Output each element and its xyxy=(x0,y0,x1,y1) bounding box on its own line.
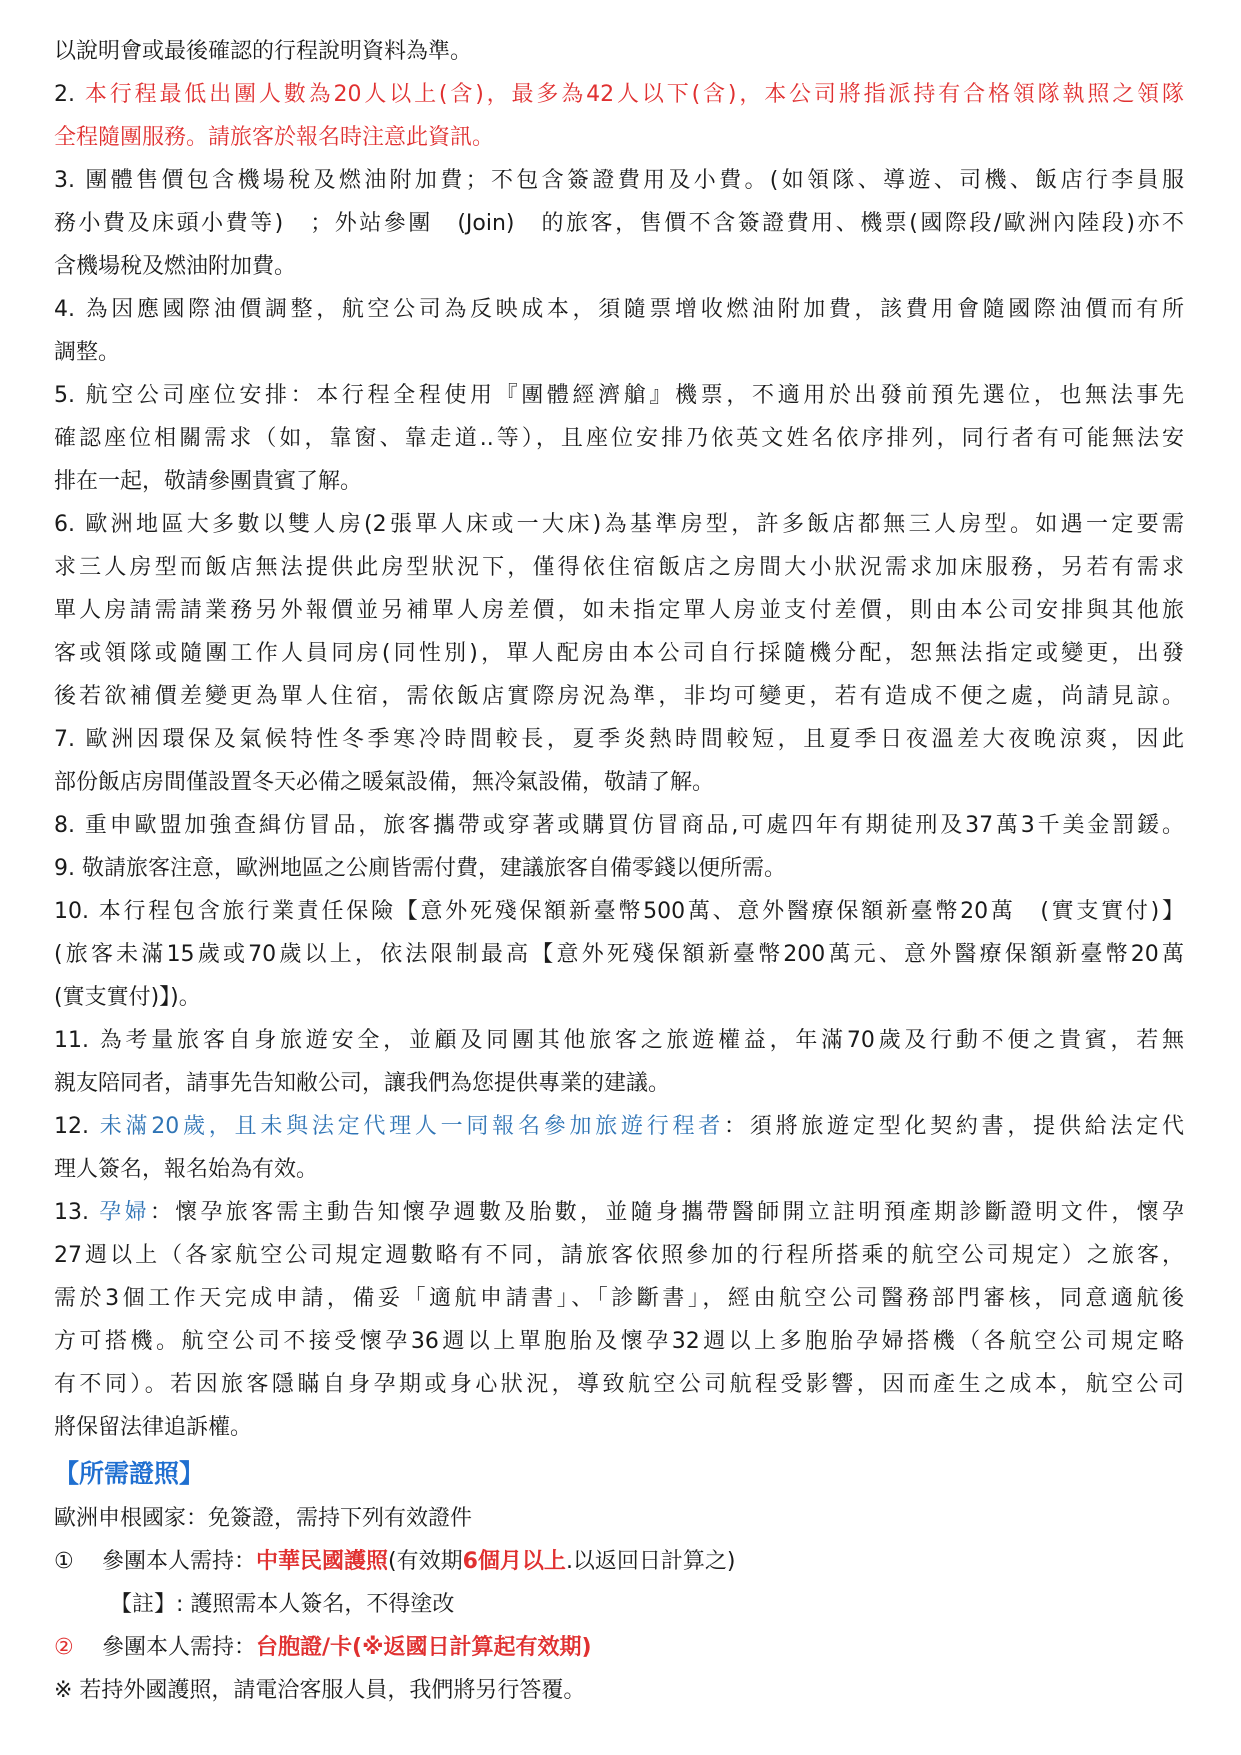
restroom-fee-text: 敬請旅客注意，歐洲地區之公廁皆需付費，建議旅客自備零錢以便所需。 xyxy=(82,856,787,881)
minor-traveler-text: 理人簽名，報名始為有效。 xyxy=(54,1157,319,1182)
room-type-text: 後若欲補價差變更為單人住宿，需依飯店實際房況為準，非均可變更，若有造成不便之處，尚請見諒。 xyxy=(54,684,1184,709)
passport-signature-note: 【註】: 護照需本人簽名，不得塗改 xyxy=(110,1592,455,1617)
room-type-text: 歐洲地區大多數以雙人房(2張單人床或一大床)為基準房型，許多飯店都無三人房型。如遇一定要需 xyxy=(85,512,1185,537)
validity-period-highlight: 6個月以上 xyxy=(462,1549,566,1574)
requirement-taiwan-compatriot-permit xyxy=(54,1626,1184,1669)
requirement-label: 參團本人需持： xyxy=(102,1549,257,1574)
term-item-5 xyxy=(54,374,1184,503)
requirement-passport xyxy=(54,1540,1184,1583)
term-item-8 xyxy=(54,804,1184,847)
pregnant-traveler-highlight: 孕婦 xyxy=(99,1200,150,1225)
term-item-2 xyxy=(54,73,1184,159)
seat-arrangement-text: 航空公司座位安排：本行程全程使用『團體經濟艙』機票，不適用於出發前預先選位，也無法事先 xyxy=(85,383,1184,408)
term-item-11 xyxy=(54,1019,1184,1105)
item-number: 3. xyxy=(54,168,75,193)
circled-number-1: ① xyxy=(54,1549,74,1574)
item-number: 7. xyxy=(54,727,75,752)
insurance-text: (實支實付)】)。 xyxy=(54,985,201,1010)
seat-arrangement-text: 確認座位相關需求（如，靠窗、靠走道..等），且座位安排乃依英文姓名依序排列，同行者有可能無法安 xyxy=(54,426,1184,451)
term-item-7 xyxy=(54,718,1184,804)
item-number: 5. xyxy=(54,383,75,408)
pregnant-traveler-text: 方可搭機。航空公司不接受懷孕36週以上單胞胎及懷孕32週以上多胞胎孕婦搭機（各航空公司規定略 xyxy=(54,1329,1184,1354)
requirement-label: 參團本人需持： xyxy=(102,1635,257,1660)
term-item-13 xyxy=(54,1191,1184,1449)
item-number: 13. xyxy=(54,1200,89,1225)
required-documents-section xyxy=(54,1451,1184,1712)
pregnant-traveler-text: ：懷孕旅客需主動告知懷孕週數及胎數，並隨身攜帶醫師開立註明預產期診斷證明文件，懷孕 xyxy=(149,1200,1184,1225)
room-type-text: 單人房請需請業務另外報價並另補單人房差價，如未指定單人房並支付差價，則由本公司安排與其他旅 xyxy=(54,598,1184,623)
foreign-passport-note: ※ 若持外國護照，請電洽客服人員，我們將另行答覆。 xyxy=(54,1678,586,1703)
item-number: 4. xyxy=(54,297,75,322)
elderly-travel-text: 親友陪同者，請事先告知敝公司，讓我們為您提供專業的建議。 xyxy=(54,1071,671,1096)
validity-prefix: (有效期 xyxy=(388,1549,463,1574)
fuel-surcharge-text: 為因應國際油價調整，航空公司為反映成本，須隨票增收燃油附加費，該費用會隨國際油價而有所 xyxy=(85,297,1184,322)
insurance-text: (旅客未滿15歲或70歲以上，依法限制最高【意外死殘保額新臺幣200萬元、意外醫療保額新臺幣20萬 xyxy=(54,942,1184,967)
item-number: 2. xyxy=(54,82,75,107)
term-item-12 xyxy=(54,1105,1184,1191)
pregnant-traveler-text: 需於3個工作天完成申請，備妥「適航申請書」、「診斷書」，經由航空公司醫務部門審核，同意適航後 xyxy=(54,1286,1184,1311)
minor-traveler-text: ：須將旅遊定型化契約書，提供給法定代 xyxy=(724,1114,1184,1139)
pregnant-traveler-text: 27週以上（各家航空公司規定週數略有不同，請旅客依照參加的行程所搭乘的航空公司規定）之旅客， xyxy=(54,1243,1184,1268)
item-number: 9. xyxy=(54,856,75,881)
min-group-size-notice: 本行程最低出團人數為20人以上(含)，最多為42人以下(含)，本公司將指派持有合格領隊執照之領隊 xyxy=(84,82,1184,107)
passport-highlight: 中華民國護照 xyxy=(256,1549,389,1574)
circled-number-2: ② xyxy=(54,1635,74,1660)
minor-traveler-highlight: 未滿20歲，且未與法定代理人一同報名參加旅遊行程者 xyxy=(99,1114,725,1139)
counterfeit-warning-text: 重申歐盟加強查緝仿冒品，旅客攜帶或穿著或購買仿冒商品,可處四年有期徒刑及37萬3千美金罰鍰。 xyxy=(84,813,1184,838)
room-type-text: 客或領隊或隨團工作人員同房(同性別)，單人配房由本公司自行採隨機分配，恕無法指定或變更，出發 xyxy=(54,641,1184,666)
section-heading: 【所需證照】 xyxy=(54,1459,205,1488)
travel-terms-content xyxy=(54,30,1184,1712)
elderly-travel-text: 為考量旅客自身旅遊安全，並顧及同團其他旅客之旅遊權益，年滿70歲及行動不便之貴賓，若無 xyxy=(99,1028,1185,1053)
item-number: 11. xyxy=(54,1028,89,1053)
pregnant-traveler-text: 將保留法律追訴權。 xyxy=(54,1415,253,1440)
item-number: 6. xyxy=(54,512,75,537)
validity-suffix: .以返回日計算之) xyxy=(565,1549,736,1574)
term-item-4 xyxy=(54,288,1184,374)
term-item-6 xyxy=(54,503,1184,718)
min-group-size-notice-cont: 全程隨團服務。請旅客於報名時注意此資訊。 xyxy=(54,125,495,150)
price-inclusion-text: 團體售價包含機場稅及燃油附加費；不包含簽證費用及小費。(如領隊、導遊、司機、飯店行李員服 xyxy=(85,168,1184,193)
climate-text: 部份飯店房間僅設置冬天必備之暖氣設備，無冷氣設備，敬請了解。 xyxy=(54,770,715,795)
term-item-10 xyxy=(54,890,1184,1019)
permit-highlight: 台胞證/卡(※返國日計算起有效期) xyxy=(256,1635,592,1660)
climate-text: 歐洲因環保及氣候特性冬季寒冷時間較長，夏季炎熱時間較短，且夏季日夜溫差大夜晚涼爽，因此 xyxy=(85,727,1184,752)
price-inclusion-text: 含機場稅及燃油附加費。 xyxy=(54,254,297,279)
term-item-9 xyxy=(54,847,1184,890)
item-number: 12. xyxy=(54,1114,89,1139)
item-number: 10. xyxy=(54,899,89,924)
pregnant-traveler-text: 有不同）。若因旅客隱瞞自身孕期或身心狀況，導致航空公司航程受影響，因而產生之成本，航空公司 xyxy=(54,1372,1184,1397)
schengen-intro: 歐洲申根國家：免簽證，需持下列有效證件 xyxy=(54,1506,473,1531)
insurance-text: 本行程包含旅行業責任保險【意外死殘保額新臺幣500萬、意外醫療保額新臺幣20萬 (實支實付)】 xyxy=(98,899,1185,924)
fuel-surcharge-text: 調整。 xyxy=(54,340,121,365)
price-inclusion-text: 務小費及床頭小費等) ；外站參團 (Join) 的旅客，售價不含簽證費用、機票(國際段/歐洲內陸段)亦不 xyxy=(54,211,1184,236)
item-number: 8. xyxy=(54,813,75,838)
room-type-text: 求三人房型而飯店無法提供此房型狀況下，僅得依住宿飯店之房間大小狀況需求加床服務，另若有需求 xyxy=(54,555,1184,580)
seat-arrangement-text: 排在一起，敬請參團貴賓了解。 xyxy=(54,469,363,494)
term-item-3 xyxy=(54,159,1184,288)
lead-in-text: 以說明會或最後確認的行程說明資料為準。 xyxy=(54,39,473,64)
